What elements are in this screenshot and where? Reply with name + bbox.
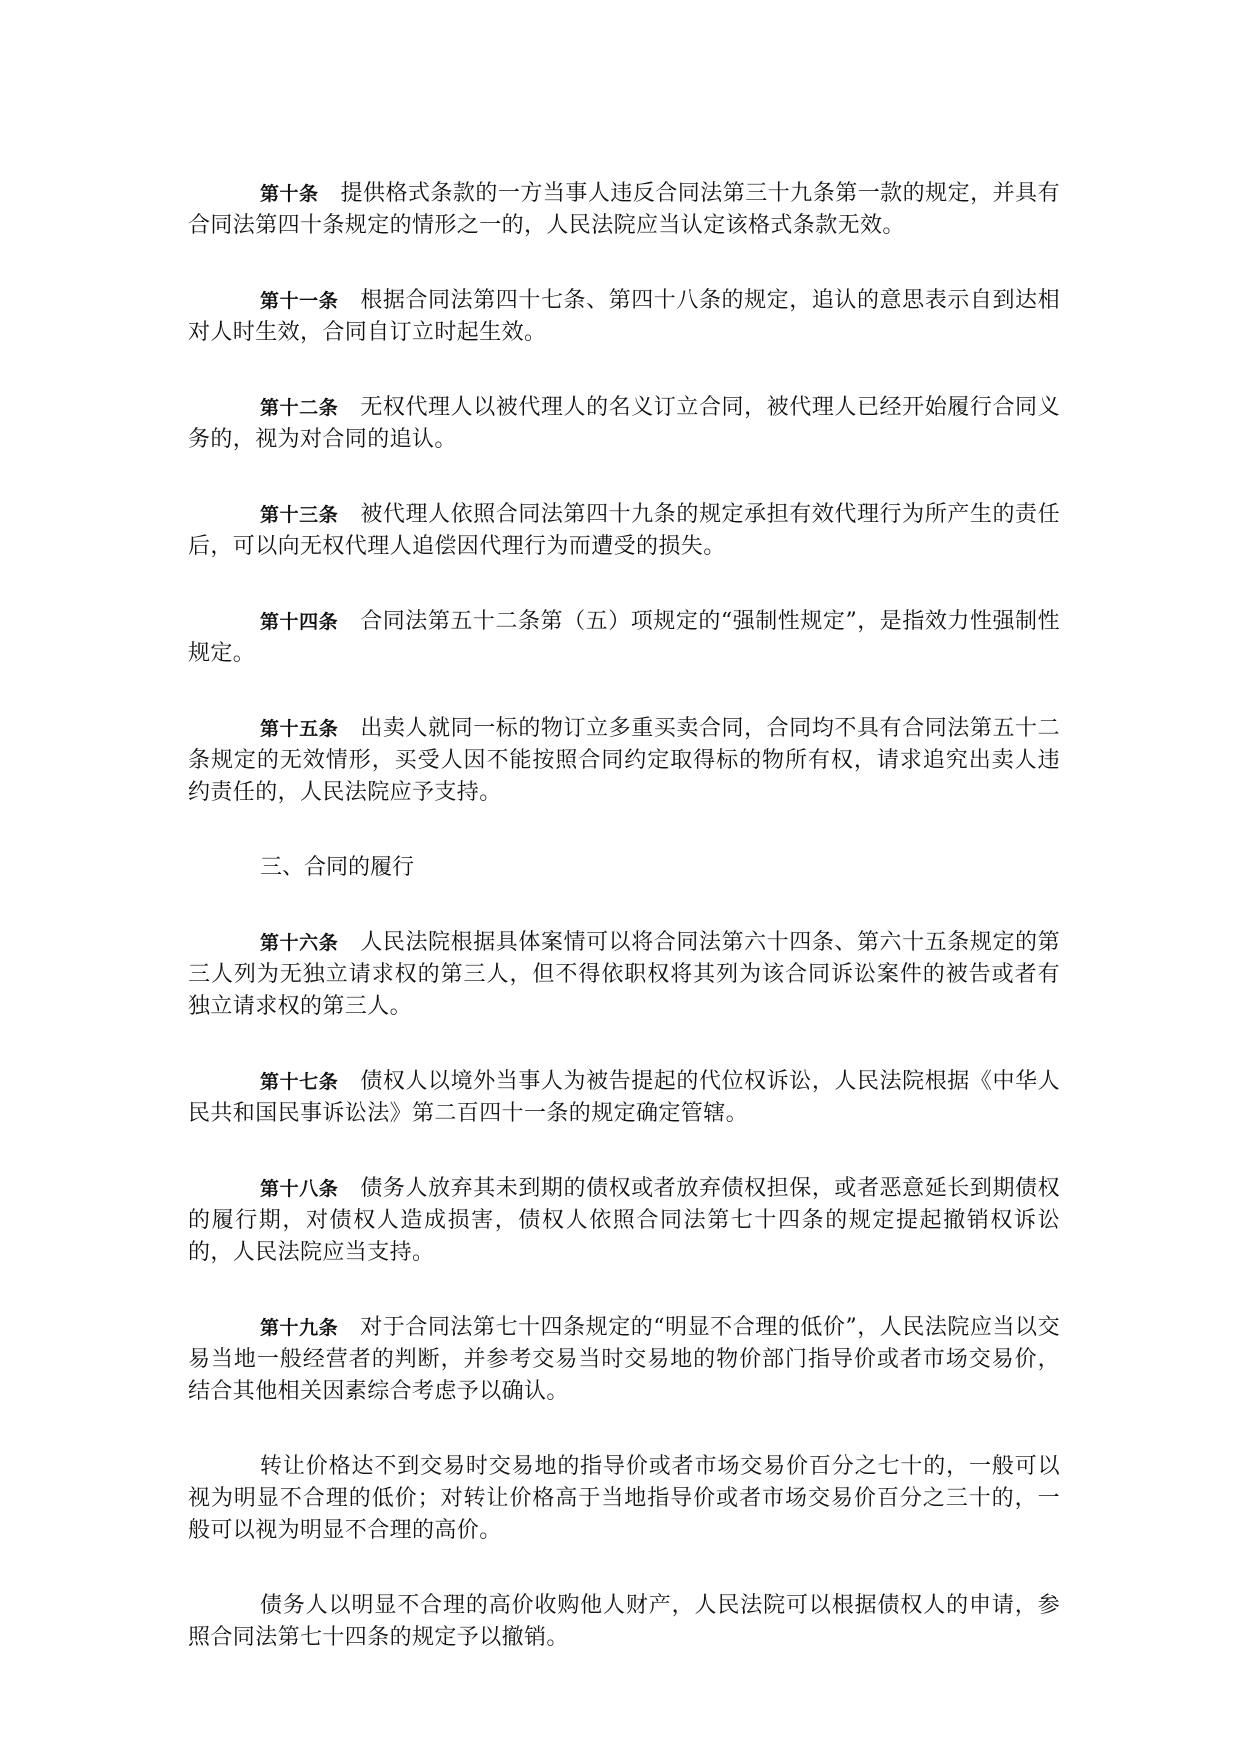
article-number: 第十五条 [260,718,339,740]
article-text: 被代理人依照合同法第四十九条的规定承担有效代理行为所产生的责任后，可以向无权代理人追偿因代理行为而遭受的损失。 [188,502,1060,559]
article-number: 第十三条 [260,504,339,526]
article-text: 对于合同法第七十四条规定的“明显不合理的低价”，人民法院应当以交易当地一般经营者的判断，并参考交易当时交易地的物价部门指导价或者市场交易价，结合其他相关因素综合考虑予以确认。 [188,1315,1060,1404]
article-10 [188,178,1060,242]
article-text: 合同法第五十二条第（五）项规定的“强制性规定”，是指效力性强制性规定。 [188,609,1060,666]
section-heading: 三、合同的履行 [260,855,415,880]
article-number: 第十二条 [260,397,339,419]
article-18 [188,1173,1060,1269]
article-number: 第十四条 [260,611,339,633]
article-19 [188,1312,1060,1408]
article-text: 提供格式条款的一方当事人违反合同法第三十九条第一款的规定，并具有合同法第四十条规定的情形之一的，人民法院应当认定该格式条款无效。 [188,181,1060,238]
article-text: 出卖人就同一标的物订立多重买卖合同，合同均不具有合同法第五十二条规定的无效情形，买受人因不能按照合同约定取得标的物所有权，请求追究出卖人违约责任的，人民法院应予支持。 [188,716,1060,805]
article-number: 第十一条 [260,290,339,312]
article-number: 第十六条 [260,932,339,954]
paragraph: 债务人以明显不合理的高价收购他人财产，人民法院可以根据债权人的申请，参照合同法第七十四条的规定予以撤销。 [188,1593,1060,1650]
article-text: 债权人以境外当事人为被告提起的代位权诉讼，人民法院根据《中华人民共和国民事诉讼法》第二百四十一条的规定确定管辖。 [188,1069,1060,1126]
article-number: 第十条 [260,183,319,205]
article-number: 第十七条 [260,1071,339,1093]
article-16 [188,927,1060,1023]
article-11 [188,285,1060,349]
article-17 [188,1066,1060,1130]
article-number: 第十八条 [260,1178,339,1200]
article-number: 第十九条 [260,1317,339,1339]
article-text: 根据合同法第四十七条、第四十八条的规定，追认的意思表示自到达相对人时生效，合同自订立时起生效。 [188,288,1060,345]
article-text: 无权代理人以被代理人的名义订立合同，被代理人已经开始履行合同义务的，视为对合同的追认。 [188,395,1060,452]
article-13 [188,499,1060,563]
article-15 [188,713,1060,809]
article-text: 人民法院根据具体案情可以将合同法第六十四条、第六十五条规定的第三人列为无独立请求权的第三人，但不得依职权将其列为该合同诉讼案件的被告或者有独立请求权的第三人。 [188,930,1060,1019]
document-page [188,178,1060,1697]
article-12 [188,392,1060,456]
paragraph: 转让价格达不到交易时交易地的指导价或者市场交易价百分之七十的，一般可以视为明显不合理的低价；对转让价格高于当地指导价或者市场交易价百分之三十的，一般可以视为明显不合理的高价。 [188,1454,1060,1543]
article-text: 债务人放弃其未到期的债权或者放弃债权担保，或者恶意延长到期债权的履行期，对债权人造成损害，债权人依照合同法第七十四条的规定提起撤销权诉讼的，人民法院应当支持。 [188,1176,1060,1265]
article-14 [188,606,1060,670]
